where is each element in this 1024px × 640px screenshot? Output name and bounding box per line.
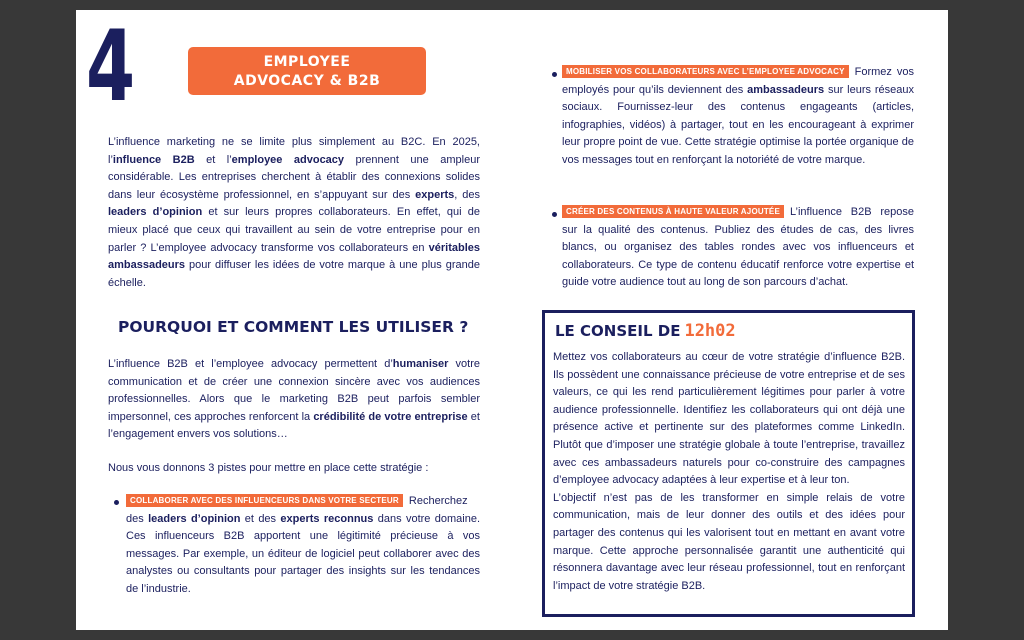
bullet-collaborateurs xyxy=(562,64,914,170)
text: et sur leurs propres collaborateurs. En effet, qui de mieux placé que ceux qui travaillent au sein de votre entreprise pour en parler ? L’employee advocacy transforme vos collaborateurs en xyxy=(108,206,480,254)
conseil-text xyxy=(553,349,905,595)
bold-text: ambassadeurs xyxy=(747,83,825,96)
text: prennent une ampleur considérable. Les entreprises cherchent à établir des connexions solides dans leur écosystème professionnel, en s’appuyant sur des xyxy=(108,153,480,201)
bold-text: véritables ambassadeurs xyxy=(108,241,480,272)
badge-line-1: EMPLOYEE xyxy=(263,54,351,70)
text: et l’ xyxy=(194,153,232,166)
text: dans votre domaine. Ces influenceurs B2B apportent une légitimité précieuse à vos messages. Par exemple, un éditeur de logiciel peut collaborer avec des analystes ou consultants pour partager des insights sur les tendances de l’industrie. xyxy=(126,512,481,595)
text: L’influence marketing ne se limite plus simplement au B2C. En 2025, l’ xyxy=(108,136,480,166)
bold-text: leaders d’opinion xyxy=(148,512,241,525)
intro-paragraph xyxy=(108,134,480,292)
text: et l’engagement envers vos solutions… xyxy=(108,410,480,441)
bullet-tag: CRÉER DES CONTENUS À HAUTE VALEUR AJOUTÉE xyxy=(562,205,784,218)
bold-text: crédibilité de votre entreprise xyxy=(313,410,468,423)
conseil-box xyxy=(542,310,915,617)
pistes-intro: Nous vous donnons 3 pistes pour mettre en place cette stratégie : xyxy=(108,462,429,474)
why-paragraph xyxy=(108,356,480,444)
text: et des xyxy=(240,512,281,525)
bold-text: experts xyxy=(415,188,455,201)
bold-text: influence B2B xyxy=(112,153,195,166)
bullet-dot xyxy=(552,212,557,217)
text: , des xyxy=(454,188,480,201)
bullet-dot xyxy=(552,72,557,77)
text: Recherchez des xyxy=(126,495,468,525)
conseil-paragraph-2: L’objectif n’est pas de les transformer en simple relais de votre communication, mais de leur donner des outils et des idées pour partager des contenus qui les valorisent tout en mettant en avant votre marque. Cette approche personnalisée garantit une authenticité qui résonnera davantage avec leur réseau professionnel, tout en renforçant l’impact de votre stratégie B2B. xyxy=(553,491,905,592)
bullet-dot xyxy=(114,500,119,505)
bold-text: employee advocacy xyxy=(231,153,345,166)
document-page xyxy=(76,10,948,630)
bullet-tag: MOBILISER VOS COLLABORATEURS AVEC L’EMPLOYEE ADVOCACY xyxy=(562,65,849,78)
bold-text: humaniser xyxy=(392,358,449,370)
text: pour diffuser les idées de votre marque à une plus grande échelle. xyxy=(108,259,480,289)
conseil-paragraph-1: Mettez vos collaborateurs au cœur de votre stratégie d’influence B2B. Ils possèdent une connaissance précieuse de votre entreprise et de ses valeurs, ce qui les rend particulièrement légitimes pour parler à votre audience professionnelle. Identifiez les collaborateurs qui ont déjà une présence active et pertinente sur des plateformes comme LinkedIn. Plutôt que d’imposer une stratégie globale à toute l’entreprise, travaillez avec ces ambassadeurs naturels pour co-construire des campagnes d’employee advocacy adaptées à leur expertise et à leur ton. xyxy=(553,351,905,487)
bullet-tag: COLLABORER AVEC DES INFLUENCEURS DANS VOTRE SECTEUR xyxy=(126,494,403,507)
bold-text: leaders d’opinion xyxy=(108,206,203,219)
text: L’influence B2B repose sur la qualité des contenus. Publiez des études de cas, des livres blancs, ou organisez des tables rondes avec vos influenceurs et collaborateurs. Ce type de contenu éducatif renforce votre expertise et guide votre audience tout au long de son parcours d’achat. xyxy=(562,206,914,289)
text: votre communication et de créer une connexion sincère avec vos audiences professionnelles. Alors que le marketing B2B peut parfois sembler impersonnel, ces approches renforcent la xyxy=(108,358,480,423)
section-heading: POURQUOI ET COMMENT LES UTILISER ? xyxy=(118,318,469,336)
section-title-badge xyxy=(188,47,426,95)
badge-line-2: ADVOCACY & B2B xyxy=(233,73,381,89)
text: Formez vos employés pour qu’ils deviennent des xyxy=(562,66,914,96)
text: sur leurs réseaux sociaux. Fournissez-leur des contenus engageants (articles, infographies, vidéos) à partager, tout en les encourageant à exprimer leur propre point de vue. Cette stratégie optimise la portée organique de vos messages tout en renforçant la notoriété de votre marque. xyxy=(562,83,914,166)
bold-text: experts reconnus xyxy=(280,512,374,525)
text: L’influence B2B et l’employee advocacy permettent d’ xyxy=(108,358,393,370)
section-number: 4 xyxy=(86,10,134,124)
bullet-influenceurs xyxy=(126,493,480,599)
conseil-title xyxy=(555,321,736,341)
brand-logo-text: 12h02 xyxy=(684,321,736,341)
bullet-contenus xyxy=(562,204,914,292)
conseil-title-text: LE CONSEIL DE xyxy=(555,322,681,340)
